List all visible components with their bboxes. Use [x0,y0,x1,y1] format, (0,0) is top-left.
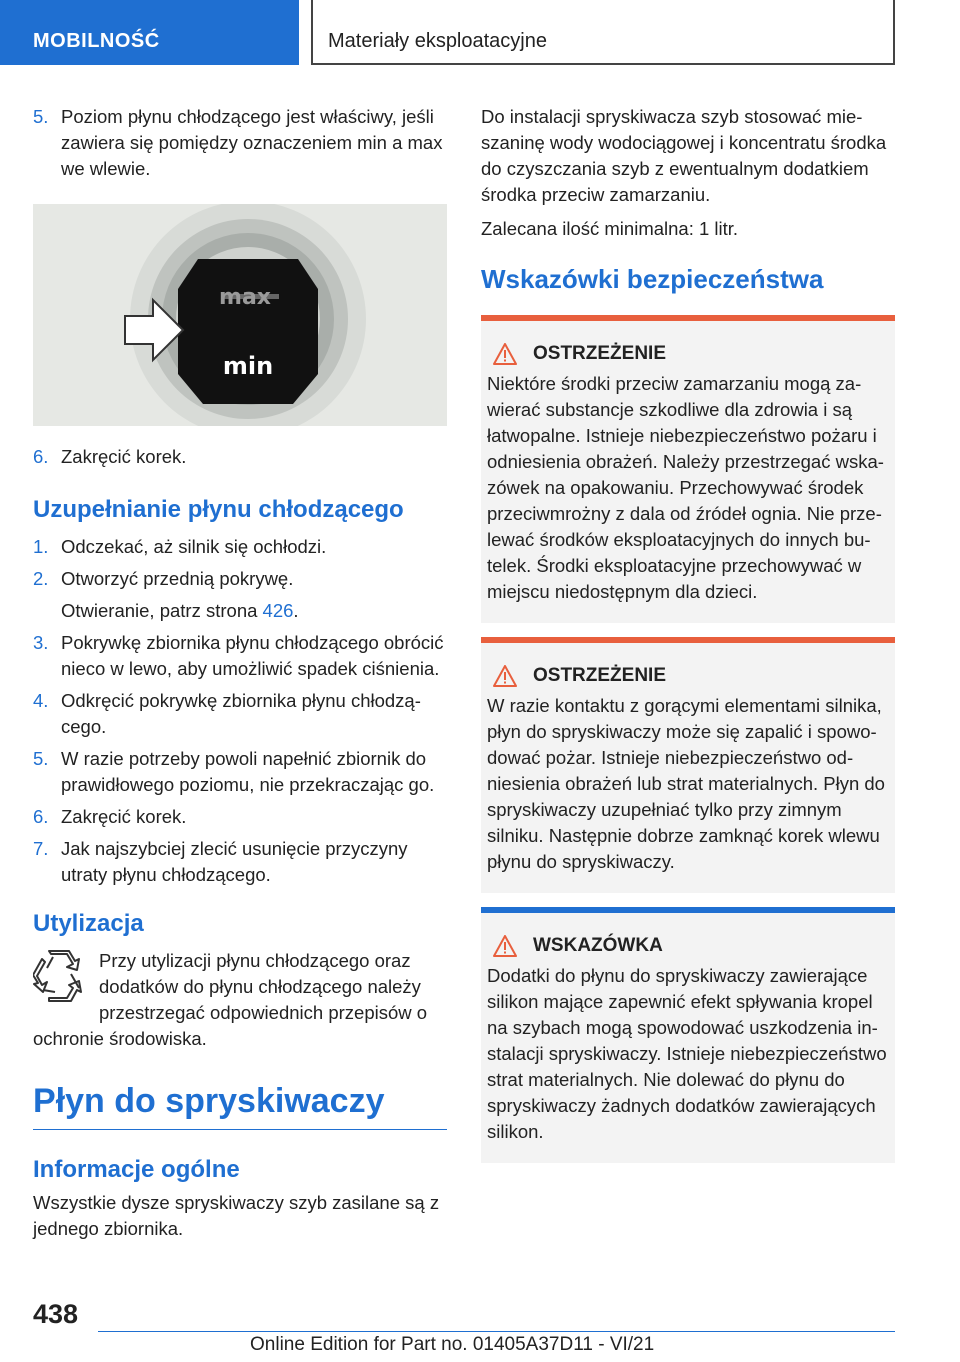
step-number: 5. [33,106,49,127]
page-number: 438 [33,1299,79,1329]
step-number: 2. [33,568,49,589]
notice-label: WSKAZÓWKA [533,935,663,956]
step-text: Otworzyć przednią pokrywę. [61,568,294,589]
warning-text: Niektóre środki przeciw zamarzaniu mogą zawierać substancje szkodliwe dla zdrowia i są łatwopalne. Istnieje niebezpieczeństwo pożaru i odniesienia obrażeń. Należy przestrzegać wskazówek na opakowaniu. Przechowywać środek przeciwmrożny z dala od źródeł ognia. Nie przelewać środków eksploatacyjnych do innych butelek. Środki eksploatacyjne przechowywać w miejscu niedostępnym dla dzieci. [487,373,884,602]
list-item [33,444,447,470]
washer-fluid-heading: Płyn do spryskiwaczy [33,1082,447,1130]
warning-label: OSTRZEŻENIE [533,343,667,364]
step-number: 3. [33,632,49,653]
warning-label: OSTRZEŻENIE [533,665,667,686]
list-item [33,630,447,682]
notice-text: Dodatki do płynu do spryskiwaczy zawierające silikon mające zapewnić efekt spływania kropel na szybach mogą spowodować uszkodzenia instalacji spryskiwaczy. Istnieje niebezpieczeństwo strat materialnych. Nie dolewać do płynu do spryskiwaczy żadnych dodatków zawierających silikon. [487,965,887,1142]
right-column [481,104,895,1163]
safety-heading: Wskazówki bezpieczeństwa [481,264,824,294]
step-number: 7. [33,838,49,859]
coolant-filler-figure [33,204,447,426]
step-text: W razie potrzeby powoli napełnić zbiornik do prawidłowego poziomu, nie przekraczając go. [61,748,435,795]
warning-box [481,315,895,623]
list-item [33,566,447,592]
close-step [33,444,447,470]
general-info-text: Wszystkie dysze spryskiwaczy szyb zasilane są z jednego zbiornika. [33,1192,440,1239]
step-text: Pokrywkę zbiornika płynu chłodzącego obrócić nieco w lewo, aby umożliwić spadek ciśnienia. [61,632,444,679]
warning-triangle-icon [493,665,517,687]
notice-header [487,935,887,957]
refill-steps [33,534,447,592]
min-amount-text: Zalecana ilość minimalna: 1 litr. [481,218,739,239]
left-column [33,104,447,1242]
step-number: 1. [33,536,49,557]
step-text: Odkręcić pokrywkę zbiornika płynu chłodzącego. [61,690,421,737]
disposal-note [33,948,447,1052]
footer-divider [98,1331,895,1332]
list-item [33,836,447,888]
step-number: 6. [33,806,49,827]
step-number: 4. [33,690,49,711]
step-text: Zakręcić korek. [61,806,187,827]
step-text: Odczekać, aż silnik się ochłodzi. [61,536,327,557]
min-label: min [222,352,274,380]
warning-text: W razie kontaktu z gorącymi elementami silnika, płyn do spryskiwaczy może się zapalić i spowodować pożar. Istnieje niebezpieczeństwo odniesienia obrażeń lub strat materialnych. Płyn do spryskiwaczy uzupełniać tylko przy zimnym silniku. Następnie dobrze zamknąć korek wlewu płynu do spryskiwaczy. [487,695,885,872]
list-item [33,688,447,740]
section-tab: MOBILNOŚĆ [0,0,299,65]
disposal-text: Przy utylizacji płynu chłodzącego oraz dodatków do płynu chłodzącego należy przestrzegać odpowiednich przepisów o ochronie środowiska. [33,950,428,1049]
warning-header [487,665,887,687]
list-item [33,104,447,182]
level-check-steps [33,104,447,182]
step-text: Poziom płynu chłodzącego jest właściwy, jeśli zawiera się pomiędzy oznaczeniem min a max we wlewie. [61,106,443,179]
warning-header [487,343,887,365]
step-text: Jak najszybciej zlecić usunięcie przyczyny utraty płynu chłodzącego. [61,838,408,885]
disposal-heading: Utylizacja [33,910,144,937]
notice-box [481,907,895,1163]
recycle-icon [33,948,85,1004]
warning-box [481,637,895,893]
filler-neck-illustration [33,204,447,426]
max-label: max [219,285,271,310]
list-item [33,534,447,560]
refill-steps-cont [33,630,447,888]
notice-triangle-icon [493,935,517,957]
general-info-heading: Informacje ogólne [33,1156,240,1183]
page-link[interactable]: 426 [262,600,294,621]
step-number: 5. [33,748,49,769]
install-text: Do instalacji spryskiwacza szyb stosować mieszaninę wody wodociągowej i koncentratu środka do czyszczania szyb z ewentualnym dodatkiem środka przeciw zamarzaniu. [481,106,887,205]
warning-triangle-icon [493,343,517,365]
step-text: Zakręcić korek. [61,446,187,467]
edition-text: Online Edition for Part no. 01405A37D11 - VI/21 [250,1334,655,1355]
refill-heading: Uzupełnianie płynu chłodzącego [33,496,404,523]
list-item [33,804,447,830]
open-reference: Otwieranie, patrz strona 426. [61,600,299,621]
list-item [33,746,447,798]
chapter-title: Materiały eksploatacyjne [311,0,895,65]
step-number: 6. [33,446,49,467]
